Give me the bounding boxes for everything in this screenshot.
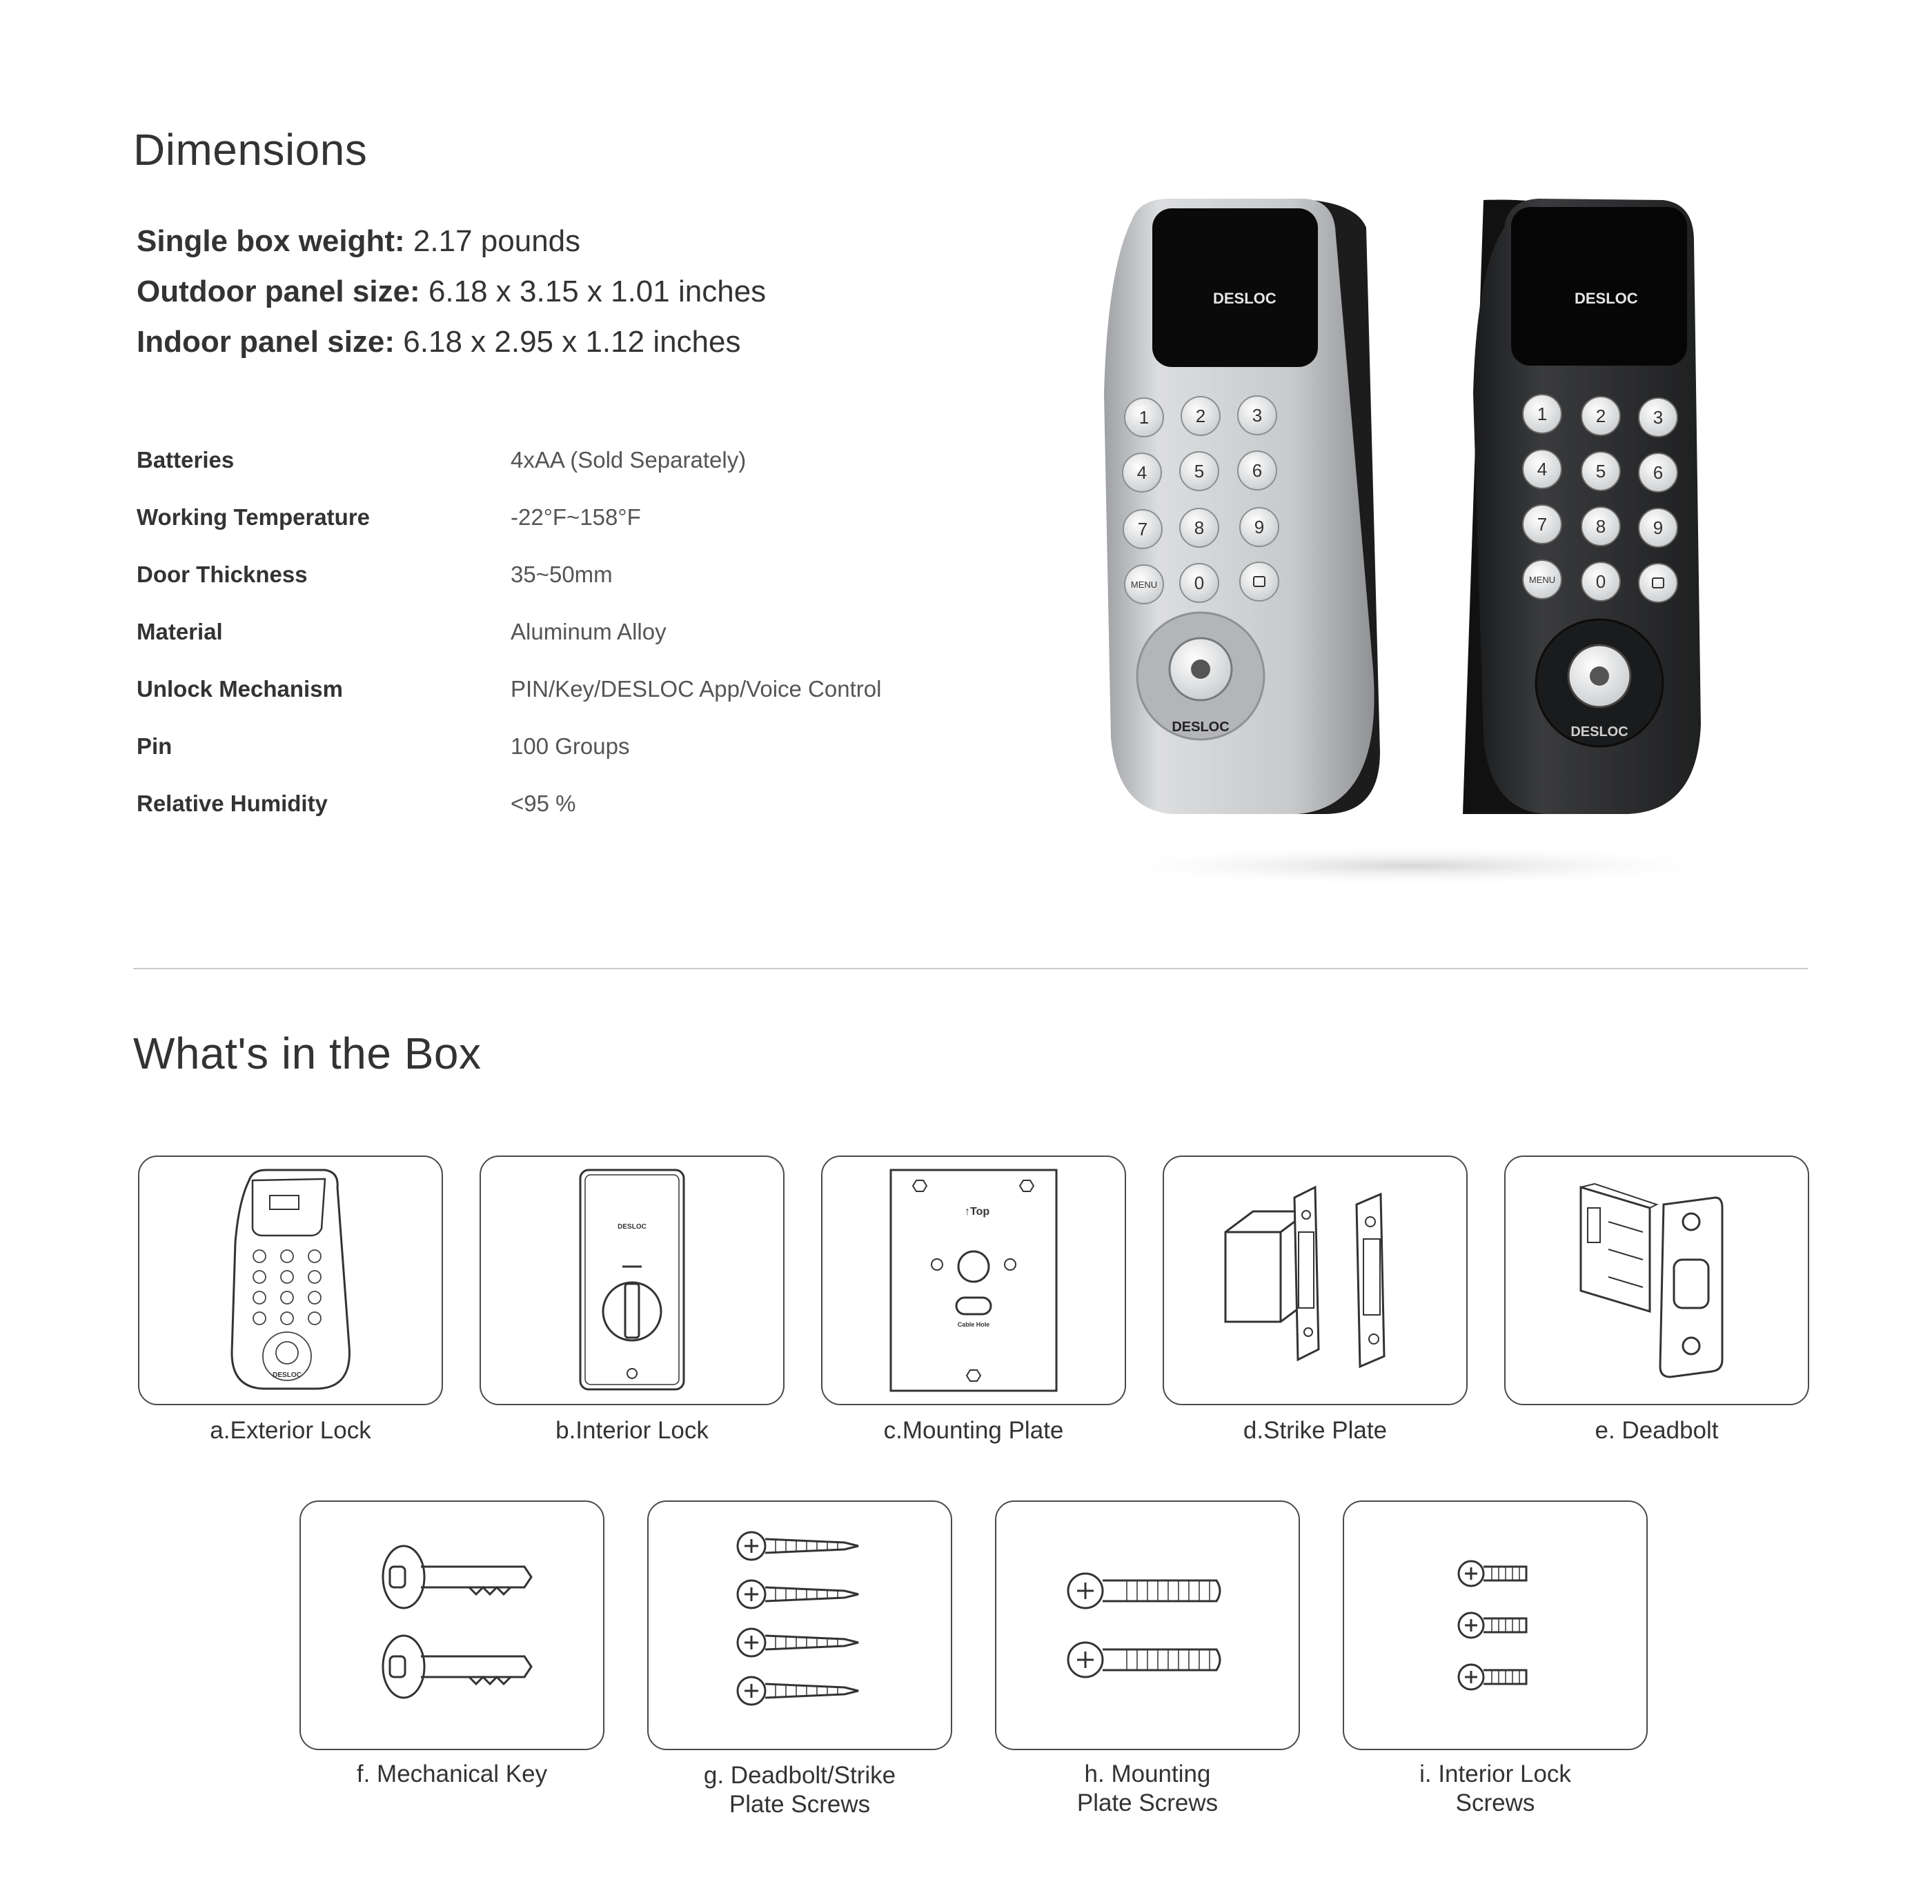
svg-text:MENU: MENU [1528, 575, 1556, 585]
svg-text:7: 7 [1137, 519, 1148, 539]
table-value: 35~50mm [511, 562, 613, 587]
table-value: 100 Groups [511, 733, 630, 759]
svg-text:6: 6 [1653, 462, 1664, 483]
svg-text:9: 9 [1254, 517, 1265, 537]
box-item-deadbolt-screws [647, 1500, 952, 1750]
spec-label: Outdoor panel size: [137, 275, 420, 308]
table-value: 4xAA (Sold Separately) [511, 447, 747, 473]
svg-text:1: 1 [1138, 407, 1150, 428]
box-item-deadbolt [1504, 1156, 1809, 1405]
brand-logo: DESLOC [1575, 290, 1638, 307]
plate-cable-label: Cable Hole [957, 1321, 990, 1328]
spec-label: Indoor panel size: [137, 325, 395, 359]
long-screws-icon [1065, 1556, 1230, 1694]
black-lock-image [1463, 199, 1701, 814]
table-value: <95 % [511, 791, 576, 816]
silver-lock-image [1104, 199, 1380, 814]
svg-text:2: 2 [1595, 406, 1606, 426]
table-label: Door Thickness [137, 562, 308, 587]
spec-value: 6.18 x 2.95 x 1.12 inches [403, 325, 741, 359]
svg-text:2: 2 [1195, 406, 1206, 426]
table-label: Relative Humidity [137, 791, 328, 816]
exterior-lock-icon [221, 1167, 359, 1394]
box-item-mounting-screws [995, 1500, 1300, 1750]
svg-text:1: 1 [1537, 404, 1548, 424]
svg-text:5: 5 [1194, 461, 1205, 482]
box-item-strike-plate [1163, 1156, 1468, 1405]
svg-text:MENU: MENU [1130, 579, 1158, 590]
brand-logo: DESLOC [273, 1371, 302, 1379]
table-label: Pin [137, 733, 172, 759]
table-label: Unlock Mechanism [137, 676, 343, 702]
brand-logo: DESLOC [618, 1223, 647, 1231]
strike-plate-icon [1212, 1184, 1419, 1377]
caption-deadbolt-screws: g. Deadbolt/Strike Plate Screws [703, 1762, 896, 1818]
svg-text:3: 3 [1252, 405, 1263, 426]
product-image [1076, 186, 1753, 904]
box-title: What's in the Box [133, 1029, 482, 1078]
svg-text:0: 0 [1194, 573, 1205, 593]
box-item-mounting-plate [821, 1156, 1126, 1405]
svg-text:5: 5 [1595, 461, 1606, 482]
table-label: Batteries [137, 447, 235, 473]
mounting-plate-icon [887, 1167, 1060, 1394]
caption-mechanical-key: f. Mechanical Key [356, 1761, 548, 1787]
spec-outdoor [137, 275, 766, 309]
caption-interior-lock: b.Interior Lock [555, 1417, 709, 1444]
svg-text:3: 3 [1653, 407, 1664, 428]
table-value: PIN/Key/DESLOC App/Voice Control [511, 676, 882, 702]
table-label: Material [137, 619, 223, 644]
spec-indoor [137, 325, 741, 359]
caption-strike-plate: d.Strike Plate [1243, 1417, 1388, 1444]
svg-text:6: 6 [1252, 460, 1263, 481]
interior-lock-icon [577, 1167, 687, 1394]
svg-text:7: 7 [1537, 514, 1548, 535]
caption-deadbolt: e. Deadbolt [1595, 1417, 1719, 1444]
svg-text:9: 9 [1653, 517, 1664, 538]
svg-text:4: 4 [1537, 459, 1548, 479]
screws-icon [734, 1518, 865, 1732]
caption-mounting-screws: h. Mounting Plate Screws [1076, 1761, 1219, 1816]
spec-value: 6.18 x 3.15 x 1.01 inches [428, 275, 767, 308]
svg-text:0: 0 [1595, 571, 1606, 592]
caption-exterior-lock: a.Exterior Lock [210, 1417, 371, 1444]
box-item-interior-screws [1343, 1500, 1648, 1750]
box-item-exterior-lock [138, 1156, 443, 1405]
svg-text:8: 8 [1194, 517, 1205, 538]
deadbolt-icon [1567, 1180, 1746, 1380]
svg-text:8: 8 [1595, 516, 1606, 537]
key-icon [366, 1536, 538, 1715]
dimensions-title: Dimensions [133, 125, 368, 175]
short-screws-icon [1457, 1556, 1533, 1694]
svg-text:4: 4 [1136, 462, 1147, 483]
spec-label: Single box weight: [137, 224, 405, 258]
table-value: -22°F~158°F [511, 504, 641, 530]
plate-top-label: ↑Top [965, 1206, 990, 1218]
section-divider [133, 968, 1808, 969]
table-value: Aluminum Alloy [511, 619, 667, 644]
caption-interior-screws: i. Interior Lock Screws [1419, 1761, 1571, 1816]
caption-mounting-plate: c.Mounting Plate [883, 1417, 1064, 1444]
box-item-mechanical-key [299, 1500, 604, 1750]
brand-logo: DESLOC [1213, 290, 1276, 307]
table-label: Working Temperature [137, 504, 371, 530]
brand-logo: DESLOC [1570, 724, 1628, 740]
box-item-interior-lock [480, 1156, 785, 1405]
spec-weight [137, 224, 580, 259]
brand-logo: DESLOC [1172, 720, 1230, 735]
spec-value: 2.17 pounds [413, 224, 581, 258]
